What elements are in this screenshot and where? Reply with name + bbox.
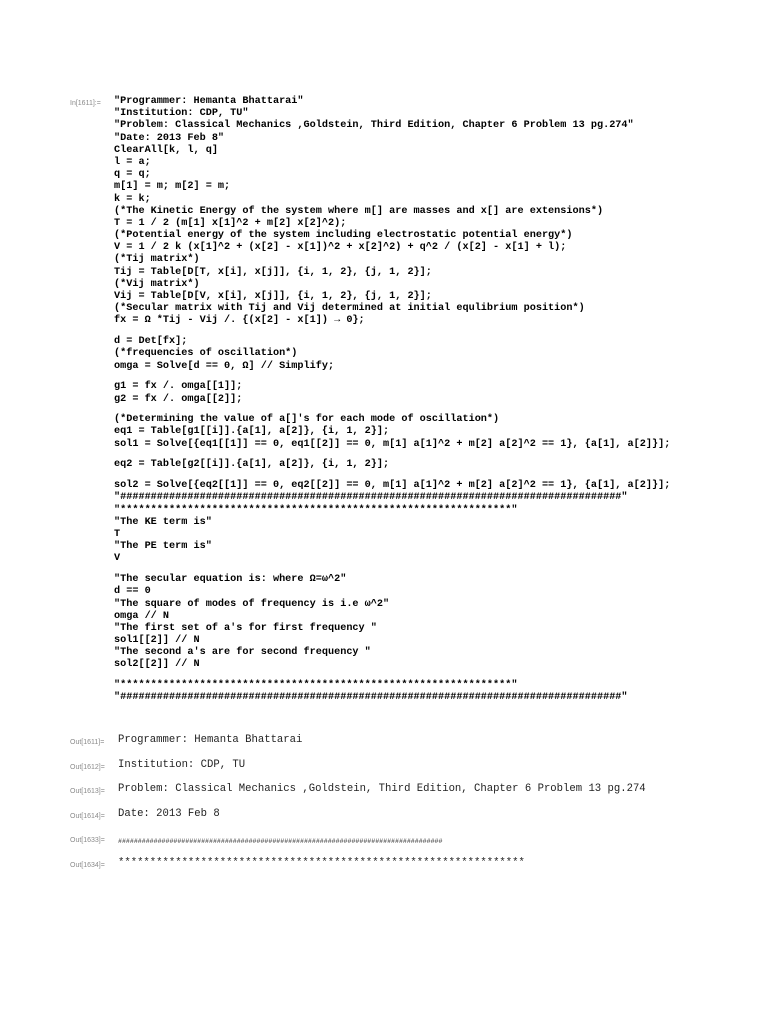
- code-line[interactable]: Vij = Table[D[V, x[i], x[j]], {i, 1, 2}, {j, 1, 2}];: [114, 291, 432, 302]
- code-line[interactable]: m[1] = m; m[2] = m;: [114, 181, 231, 193]
- output-cell-text: Problem: Classical Mechanics ,Goldstein, Third Edition, Chapter 6 Problem 13 pg.274: [118, 783, 646, 796]
- code-line[interactable]: Tij = Table[D[T, x[i], x[j]], {i, 1, 2}, {j, 1, 2}];: [114, 266, 432, 278]
- code-line[interactable]: d = Det[fx];: [114, 336, 188, 348]
- code-line[interactable]: "Problem: Classical Mechanics ,Goldstein, Third Edition, Chapter 6 Problem 13 pg.274": [114, 120, 634, 132]
- code-line[interactable]: fx = Ω *Tij - Vij /. {(x[2] - x[1]) → 0};: [114, 315, 365, 327]
- code-line[interactable]: [114, 328, 764, 337]
- code-line[interactable]: g2 = fx /. omga[[2]];: [114, 393, 243, 405]
- code-line[interactable]: [114, 472, 764, 481]
- code-line[interactable]: "Programmer: Hemanta Bhattarai": [114, 96, 304, 107]
- output-cell[interactable]: [0, 758, 768, 783]
- input-cell-label: In[1611]:=: [70, 100, 101, 107]
- code-line[interactable]: (*frequencies of oscillation*): [114, 348, 298, 360]
- code-line[interactable]: g1 = fx /. omga[[1]];: [114, 381, 243, 393]
- output-cell[interactable]: [0, 831, 768, 856]
- code-line[interactable]: T = 1 / 2 (m[1] x[1]^2 + m[2] x[2]^2);: [114, 217, 347, 229]
- code-line[interactable]: (*Determining the value of a[]'s for each mode of oscillation*): [114, 414, 500, 426]
- output-cell[interactable]: [0, 782, 768, 807]
- code-line[interactable]: sol1[[2]] // N: [114, 635, 200, 647]
- output-cell-text: ##################################################################################: [118, 838, 443, 846]
- code-line[interactable]: "The square of modes of frequency is i.e ω^2": [114, 598, 390, 610]
- code-line[interactable]: ClearAll[k, l, q]: [114, 144, 218, 156]
- code-line[interactable]: "##################################################################################": [114, 692, 628, 704]
- code-line[interactable]: [114, 672, 764, 681]
- output-cell-label: Out[1633]=: [70, 837, 105, 845]
- output-cell-label: Out[1612]=: [70, 763, 105, 771]
- output-cell-text: ****************************************************************: [118, 856, 525, 869]
- code-line[interactable]: sol1 = Solve[{eq1[[1]] == 0, eq1[[2]] == 0, m[1] a[1]^2 + m[2] a[2]^2 == 1}, {a[1], a[2]}];: [114, 438, 671, 450]
- code-line[interactable]: "The secular equation is: where Ω=ω^2": [114, 574, 347, 586]
- code-line[interactable]: omga // N: [114, 610, 170, 622]
- code-line[interactable]: "Institution: CDP, TU": [114, 108, 249, 120]
- output-cell-label: Out[1611]=: [70, 739, 105, 746]
- output-cell-text: Date: 2013 Feb 8: [118, 807, 220, 820]
- output-cell[interactable]: [0, 807, 768, 832]
- output-cell-label: Out[1614]=: [70, 812, 105, 820]
- code-line[interactable]: sol2[[2]] // N: [114, 659, 200, 671]
- code-line[interactable]: l = a;: [114, 156, 151, 168]
- code-line[interactable]: (*Tij matrix*): [114, 254, 200, 266]
- output-cell-label: Out[1634]=: [70, 861, 105, 869]
- code-line[interactable]: eq1 = Table[g1[[i]].{a[1], a[2]}, {i, 1, 2}];: [114, 426, 390, 438]
- code-line[interactable]: V = 1 / 2 k (x[1]^2 + (x[2] - x[1])^2 + x[2]^2) + q^2 / (x[2] - x[1] + l);: [114, 242, 567, 254]
- output-cell[interactable]: [0, 733, 768, 758]
- output-cell-text: Institution: CDP, TU: [118, 758, 246, 771]
- code-line[interactable]: "##################################################################################": [114, 492, 628, 504]
- code-line[interactable]: "Date: 2013 Feb 8": [114, 132, 225, 144]
- code-line[interactable]: (*The Kinetic Energy of the system where m[] are masses and x[] are extensions*): [114, 205, 604, 217]
- code-line[interactable]: d == 0: [114, 586, 151, 598]
- output-cell-label: Out[1613]=: [70, 788, 105, 796]
- output-cell[interactable]: [0, 856, 768, 881]
- code-line[interactable]: [114, 406, 764, 415]
- code-line[interactable]: k = k;: [114, 193, 151, 205]
- output-cell-text: Programmer: Hemanta Bhattarai: [118, 734, 303, 746]
- code-line[interactable]: [114, 566, 764, 575]
- code-line[interactable]: (*Secular matrix with Tij and Vij determined at initial equlibrium position*): [114, 303, 585, 315]
- code-line[interactable]: "The PE term is": [114, 541, 212, 553]
- code-line[interactable]: "The KE term is": [114, 516, 212, 528]
- code-line[interactable]: omga = Solve[d == 0, Ω] // Simplify;: [114, 360, 335, 372]
- code-line[interactable]: eq2 = Table[g2[[i]].{a[1], a[2]}, {i, 1, 2}];: [114, 459, 390, 471]
- code-line[interactable]: q = q;: [114, 169, 151, 181]
- code-line[interactable]: "****************************************************************": [114, 680, 518, 692]
- code-line[interactable]: "The first set of a's for first frequency ": [114, 622, 377, 634]
- code-line[interactable]: "The second a's are for second frequency ": [114, 647, 371, 659]
- code-line[interactable]: T: [114, 528, 121, 540]
- code-line[interactable]: (*Potential energy of the system including electrostatic potential energy*): [114, 230, 573, 242]
- input-code[interactable]: [114, 96, 764, 705]
- output-cells: [0, 733, 768, 881]
- code-line[interactable]: "****************************************************************": [114, 504, 518, 516]
- code-line[interactable]: sol2 = Solve[{eq2[[1]] == 0, eq2[[2]] == 0, m[1] a[1]^2 + m[2] a[2]^2 == 1}, {a[1], a[2]}];: [114, 480, 671, 492]
- code-line[interactable]: V: [114, 553, 121, 565]
- code-line[interactable]: (*Vij matrix*): [114, 278, 200, 290]
